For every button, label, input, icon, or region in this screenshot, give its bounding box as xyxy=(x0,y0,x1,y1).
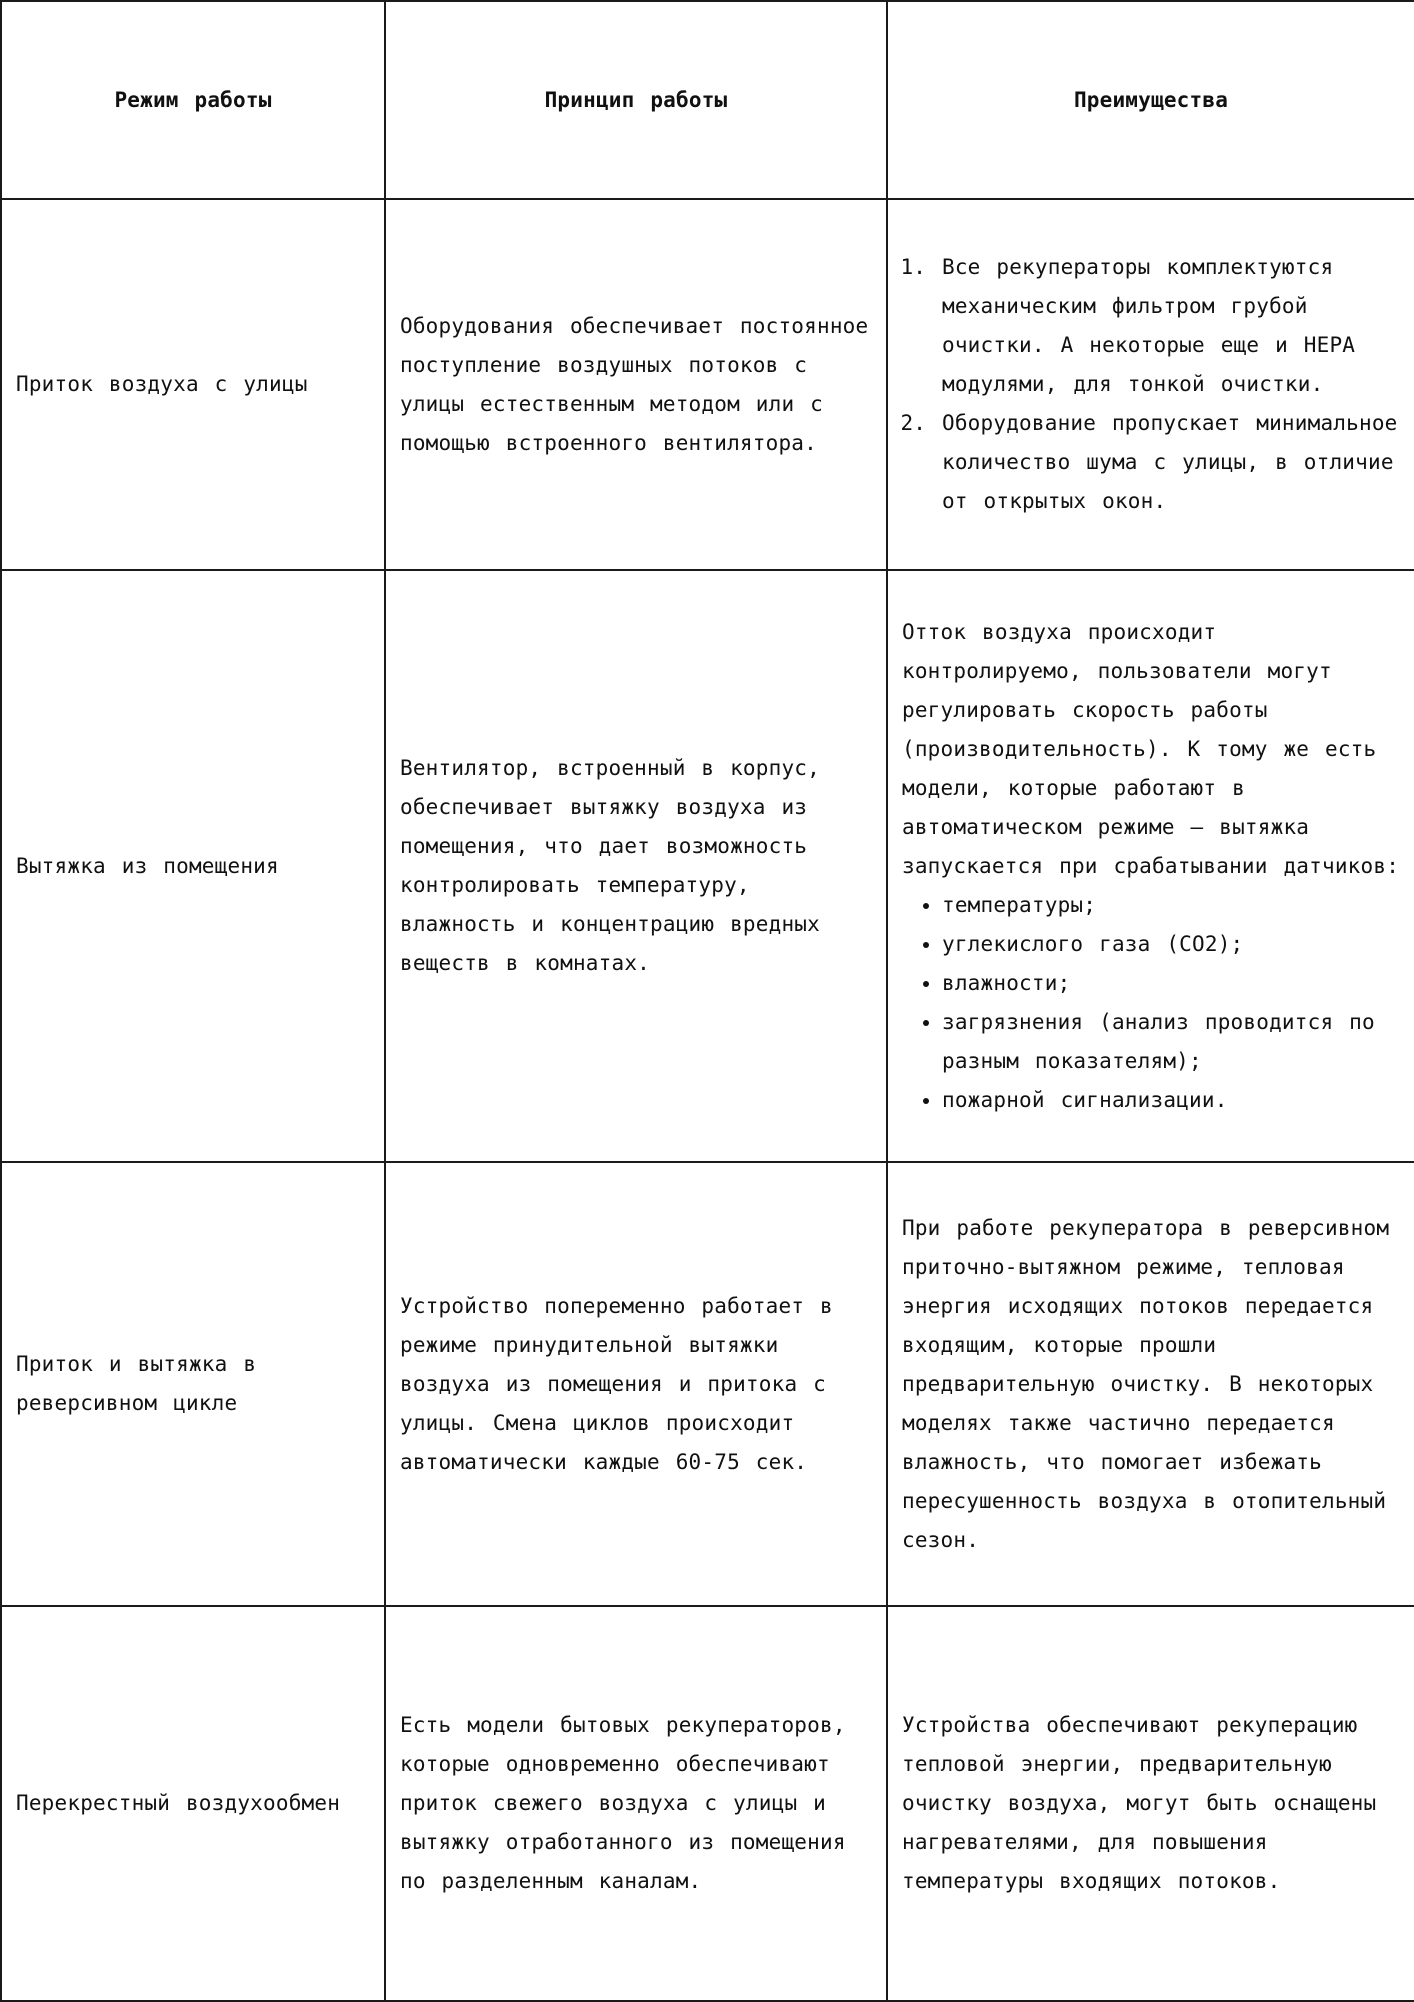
list-item: • влажности; xyxy=(942,964,1400,1003)
table-row xyxy=(1,1162,1414,1606)
cell-principle xyxy=(385,1162,887,1606)
list-item: 1. Все рекуператоры комплектуются механическим фильтром грубой очистки. А некоторые еще и HEPA модулями, для тонкой очистки. xyxy=(942,248,1400,404)
list-item: • температуры; xyxy=(942,886,1400,925)
cell-mode xyxy=(1,199,385,570)
header-principle: Принцип работы xyxy=(385,1,887,199)
list-item: • загрязнения (анализ проводится по разным показателям); xyxy=(942,1003,1400,1081)
cell-mode xyxy=(1,1162,385,1606)
cell-advantages xyxy=(887,570,1414,1162)
cell-advantages xyxy=(887,1606,1414,2001)
cell-principle xyxy=(385,1606,887,2001)
mode-text: Вытяжка из помещения xyxy=(16,853,279,878)
cell-advantages xyxy=(887,199,1414,570)
table-row xyxy=(1,199,1414,570)
mode-text: Приток и вытяжка в реверсивном цикле xyxy=(16,1352,257,1415)
advantages-intro: Отток воздуха происходит контролируемо, пользователи могут регулировать скорость работы (производительность). К тому же есть модели, которые работают в автоматическом режиме — вытяжка запускается при срабатывании датчиков: xyxy=(902,619,1400,878)
advantages-text: Устройства обеспечивают рекуперацию тепловой энергии, предварительную очистку воздуха, могут быть оснащены нагревателями, для повышения температуры входящих потоков. xyxy=(902,1713,1377,1893)
header-advantages: Преимущества xyxy=(887,1,1414,199)
cell-principle xyxy=(385,570,887,1162)
cell-mode xyxy=(1,1606,385,2001)
sensor-bullet-list xyxy=(902,886,1400,1120)
principle-text: Оборудования обеспечивает постоянное поступление воздушных потоков с улицы естественным методом или с помощью встроенного вентилятора. xyxy=(400,313,869,455)
table-header-row xyxy=(1,1,1414,199)
principle-text: Есть модели бытовых рекуператоров, которые одновременно обеспечивают приток свежего воздуха с улицы и вытяжку отработанного из помещения по разделенным каналам. xyxy=(400,1713,846,1893)
principle-text: Вентилятор, встроенный в корпус, обеспечивает вытяжку воздуха из помещения, что дает возможность контролировать температуру, влажность и концентрацию вредных веществ в комнатах. xyxy=(400,756,820,975)
list-item: 2. Оборудование пропускает минимальное количество шума с улицы, в отличие от открытых окон. xyxy=(942,404,1400,521)
principle-text: Устройство попеременно работает в режиме принудительной вытяжки воздуха из помещения и притока с улицы. Смена циклов происходит автоматически каждые 60-75 сек. xyxy=(400,1293,833,1474)
table-row xyxy=(1,570,1414,1162)
list-item: • пожарной сигнализации. xyxy=(942,1081,1400,1120)
advantages-text: При работе рекуператора в реверсивном приточно-вытяжном режиме, тепловая энергия исходящих потоков передается входящим, которые прошли предварительную очистку. В некоторых моделях также частично передается влажность, что помогает избежать пересушенность воздуха в отопительный сезон. xyxy=(902,1215,1390,1552)
cell-mode xyxy=(1,570,385,1162)
header-mode: Режим работы xyxy=(1,1,385,199)
mode-text: Перекрестный воздухообмен xyxy=(16,1791,341,1815)
cell-advantages xyxy=(887,1162,1414,1606)
advantages-numbered-list xyxy=(902,248,1400,521)
table-row xyxy=(1,1606,1414,2001)
list-item: • углекислого газа (СО2); xyxy=(942,925,1400,964)
mode-text: Приток воздуха с улицы xyxy=(16,372,308,396)
cell-principle xyxy=(385,199,887,570)
